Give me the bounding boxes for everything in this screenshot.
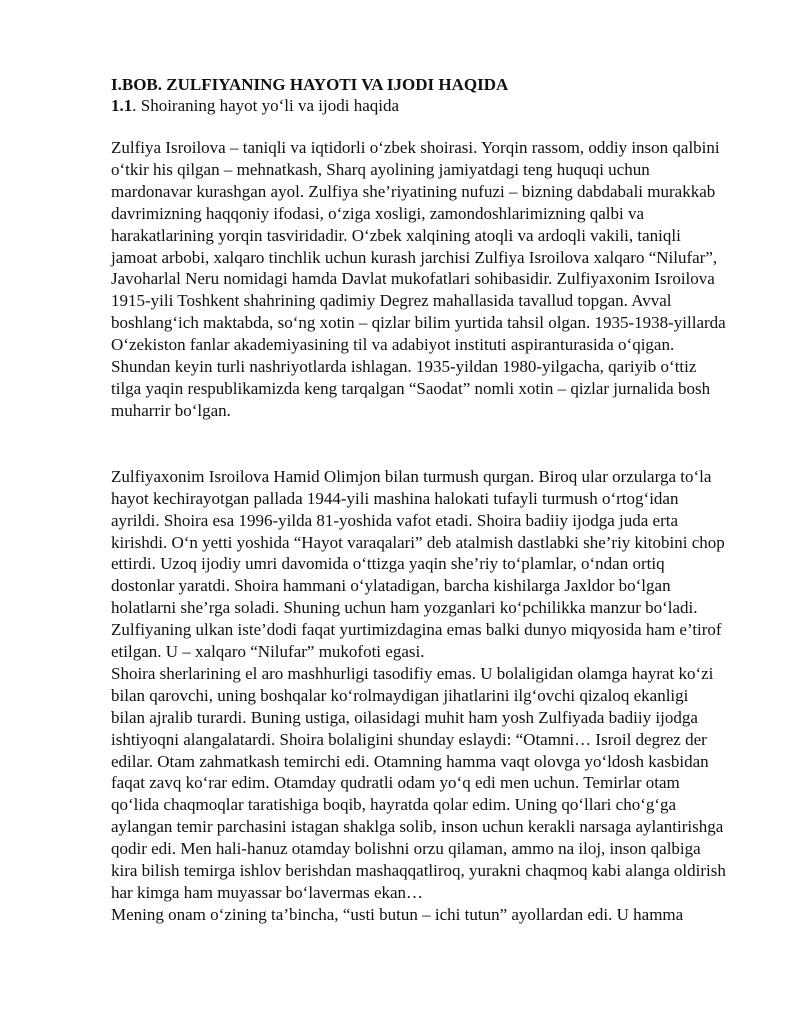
chapter-title: I.BOB. ZULFIYANING HAYOTI VA IJODI HAQIDA — [111, 75, 509, 94]
section-number: 1.1 — [111, 96, 133, 115]
paragraph-mother: Mening onam o‘zining ta’bincha, “usti butun – ichi tutun” ayollardan edi. U hamma — [111, 904, 684, 924]
paragraph-childhood: Shoira sherlarining el aro mashhurligi tasodifiy emas. U bolaligidan olamga hayrat ko‘zi bilan qarovchi, uning boshqalar ko‘rolmaydigan jihatlarini ilg‘ovchi qizaloq ekanligi bilan ajralib turardi. Buning ustiga, oilasidagi muhit ham yosh Zulfiyada badiiy ijodga ishtiyoqni alangalatardi. Shoira bolaligini shunday eslaydi: “Otamni… Isroil degrez der edilar. Otam zahmatkash temirchi edi. Otamning hamma vaqt olovga yo‘ldosh kasbidan faqat zavq ko‘rar edim. Otamday qudratli odam yo‘q edi men uchun. Temirlar otam qo‘lida chaqmoqlar taratishiga boqib, hayratda qolar edim. Uning qo‘llari cho‘g‘ga aylangan temir parchasini istagan shaklga solib, inson uchun kerakli narsaga aylantirishga qodir edi. Men hali-hanuz otamday bolishni orzu qilaman, ammo na iloj, inson qalbiga kira bilish temirga ishlov berishdan mashaqqatliroq, yurakni chaqmoq kabi alanga oldirish har kimga ham muyassar bo‘lavermas ekan… — [111, 663, 726, 902]
section-title: . Shoiraning hayot yo‘li va ijodi haqida — [132, 96, 400, 115]
paragraph-marriage: Zulfiyaxonim Isroilova Hamid Olimjon bilan turmush qurgan. Biroq ular orzularga to‘la hayot kechirayotgan pallada 1944-yili mashina halokati tufayli turmush o‘rtog‘idan ayrildi. Shoira esa 1996-yilda 81-yoshida vafot etadi. Shoira badiiy ijodga juda erta kirishdi. O‘n yetti yoshida “Hayot varaqalari” deb atalmish dastlabki she’riy kitobini chop ettirdi. Uzoq ijodiy umri davomida o‘ttizga yaqin she’riy to‘plamlar, o‘ndan ortiq dostonlar yaratdi. Shoira hammani o‘ylatadigan, barcha kishilarga Jaxldor bo‘lgan holatlarni she’rga soladi. Shuning uchun ham yozganlari ko‘pchilikka manzur bo‘ladi. Zulfiyaning ulkan iste’dodi faqat yurtimizdagina emas balki dunyo miqyosida ham e’tirof etilgan. U – xalqaro “Nilufar” mukofoti egasi. — [111, 466, 725, 662]
paragraph-intro: Zulfiya Isroilova – taniqli va iqtidorli o‘zbek shoirasi. Yorqin rassom, oddiy inson qalbini o‘tkir his qilgan – mehnatkash, Sharq ayolining jamiyatdagi teng huquqi uchun mardonavar kurashgan ayol. Zulfiya she’riyatining nufuzi – bizning dabdabali murakkab davrimizning haqqoniy ifodasi, o‘ziga xosligi, zamondoshlarimizning qalbi va harakatlarining yorqin tasviridadir. O‘zbek xalqining atoqli va ardoqli vakili, taniqli jamoat arbobi, xalqaro tinchlik uchun kurash jarchisi Zulfiya Isroilova xalqaro “Nilufar”, Javoharlal Neru nomidagi hamda Davlat mukofatlari sohibasidir. Zulfiyaxonim Isroilova 1915-yili Toshkent shahrining qadimiy Degrez mahallasida tavallud topgan. Avval boshlang‘ich maktabda, so‘ng xotin – qizlar bilim yurtida tahsil olgan. 1935-1938-yillarda O‘zekiston fanlar akademiyasining til va adabiyot instituti aspiranturasida o‘qigan. Shundan keyin turli nashriyotlarda ishlagan. 1935-yildan 1980-yilgacha, qariyib o‘ttiz tilga yaqin respublikamizda keng tarqalgan “Saodat” nomli xotin – qizlar jurnalida bosh muharrir bo‘lgan. — [111, 138, 726, 420]
section-heading — [111, 95, 726, 116]
paragraph-gap — [111, 422, 726, 466]
document-page — [111, 74, 726, 926]
